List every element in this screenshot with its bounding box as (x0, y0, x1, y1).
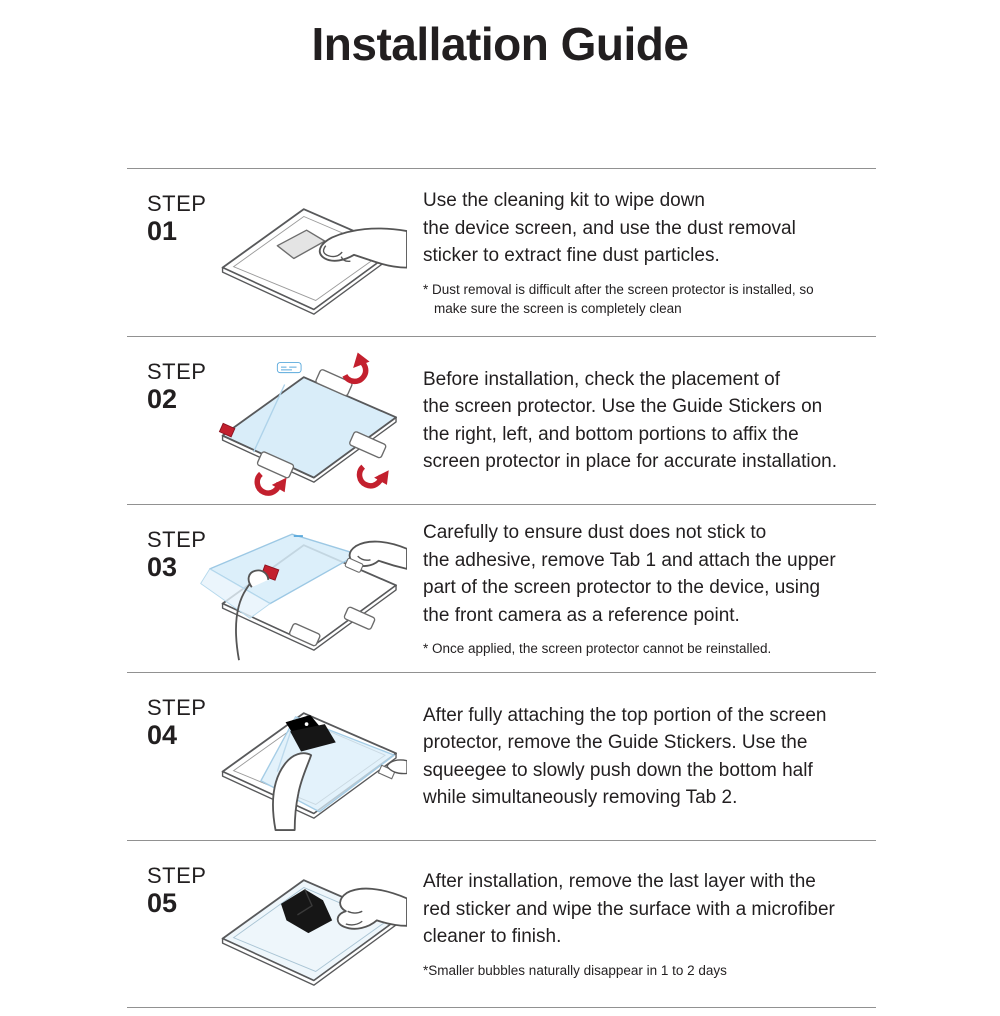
step-text-line: the device screen, and use the dust removal (423, 217, 796, 239)
note-line: * Dust removal is difficult after the screen protector is installed, so (423, 281, 814, 297)
step-05-text (407, 868, 876, 980)
step-01-row (127, 168, 876, 336)
step-label: STEP (147, 695, 207, 720)
red-rotation-arrow-icon (360, 466, 389, 485)
tablet-graphic (223, 209, 396, 314)
step-number: 04 (147, 720, 178, 750)
step-01-note (423, 280, 876, 318)
tab1-sticker-graphic (277, 362, 301, 372)
note-line: * Once applied, the screen protector cannot be reinstalled. (423, 641, 772, 656)
step-number: 02 (147, 384, 178, 414)
step-text-line: squeegee to slowly push down the bottom half (423, 759, 813, 781)
step-text-line: red sticker and wipe the surface with a microfiber (423, 898, 835, 920)
step-03-row (127, 504, 876, 672)
page-title: Installation Guide (311, 18, 689, 70)
step-label: STEP (147, 863, 207, 888)
step-number: 03 (147, 552, 178, 582)
step-04-id (127, 673, 207, 750)
step-05-id (127, 841, 207, 918)
step-text-line: protector, remove the Guide Stickers. Use the (423, 732, 808, 753)
step-text-line: the adhesive, remove Tab 1 and attach the upper (423, 549, 836, 571)
step-03-id (127, 505, 207, 582)
step-05-row (127, 840, 876, 1008)
step-text-line: Carefully to ensure dust does not stick to (423, 522, 767, 543)
step-text-line: screen protector in place for accurate installation. (423, 451, 837, 472)
step-03-text (407, 519, 876, 658)
step-text-line: the screen protector. Use the Guide Stickers on (423, 396, 823, 417)
step-02-id (127, 337, 207, 414)
step-text-line: while simultaneously removing Tab 2. (423, 787, 738, 808)
red-rotation-arrow-icon (257, 473, 286, 492)
step-text-line: part of the screen protector to the device, using (423, 577, 821, 598)
step-05-illustration (197, 844, 407, 1004)
tablet-graphic (223, 377, 396, 482)
step-01-text (407, 187, 876, 318)
step-text-line: sticker to extract fine dust particles. (423, 245, 720, 267)
step-text-line: After fully attaching the top portion of the screen (423, 704, 827, 726)
step-label: STEP (147, 527, 207, 552)
step-01-id (127, 169, 207, 246)
right-hand-graphic (345, 541, 407, 572)
note-line: make sure the screen is completely clean (434, 300, 682, 316)
step-text-line: After installation, remove the last layer with the (423, 871, 816, 893)
step-04-text (407, 702, 876, 812)
step-label: STEP (147, 359, 207, 384)
wiping-hand-graphic (338, 889, 407, 929)
step-01-illustration (197, 173, 407, 333)
step-02-illustration (197, 341, 407, 501)
note-line: *Smaller bubbles naturally disappear in 1 to 2 days (423, 962, 727, 978)
step-text-line: Before installation, check the placement of (423, 368, 780, 390)
step-03-illustration (197, 509, 407, 669)
red-rotation-arrow-icon (345, 352, 370, 381)
step-text-line: Use the cleaning kit to wipe down (423, 190, 705, 212)
step-number: 01 (147, 216, 178, 246)
step-02-row (127, 336, 876, 504)
step-text-line: the right, left, and bottom portions to affix the (423, 423, 799, 445)
step-04-row (127, 672, 876, 840)
step-05-note (423, 961, 876, 980)
step-label: STEP (147, 191, 207, 216)
step-text-line: cleaner to finish. (423, 926, 562, 948)
step-number: 05 (147, 888, 178, 918)
step-02-text (407, 366, 876, 476)
step-04-illustration (197, 677, 407, 837)
installation-steps-list (127, 168, 876, 1008)
step-03-note (423, 639, 876, 658)
step-text-line: the front camera as a reference point. (423, 604, 740, 626)
